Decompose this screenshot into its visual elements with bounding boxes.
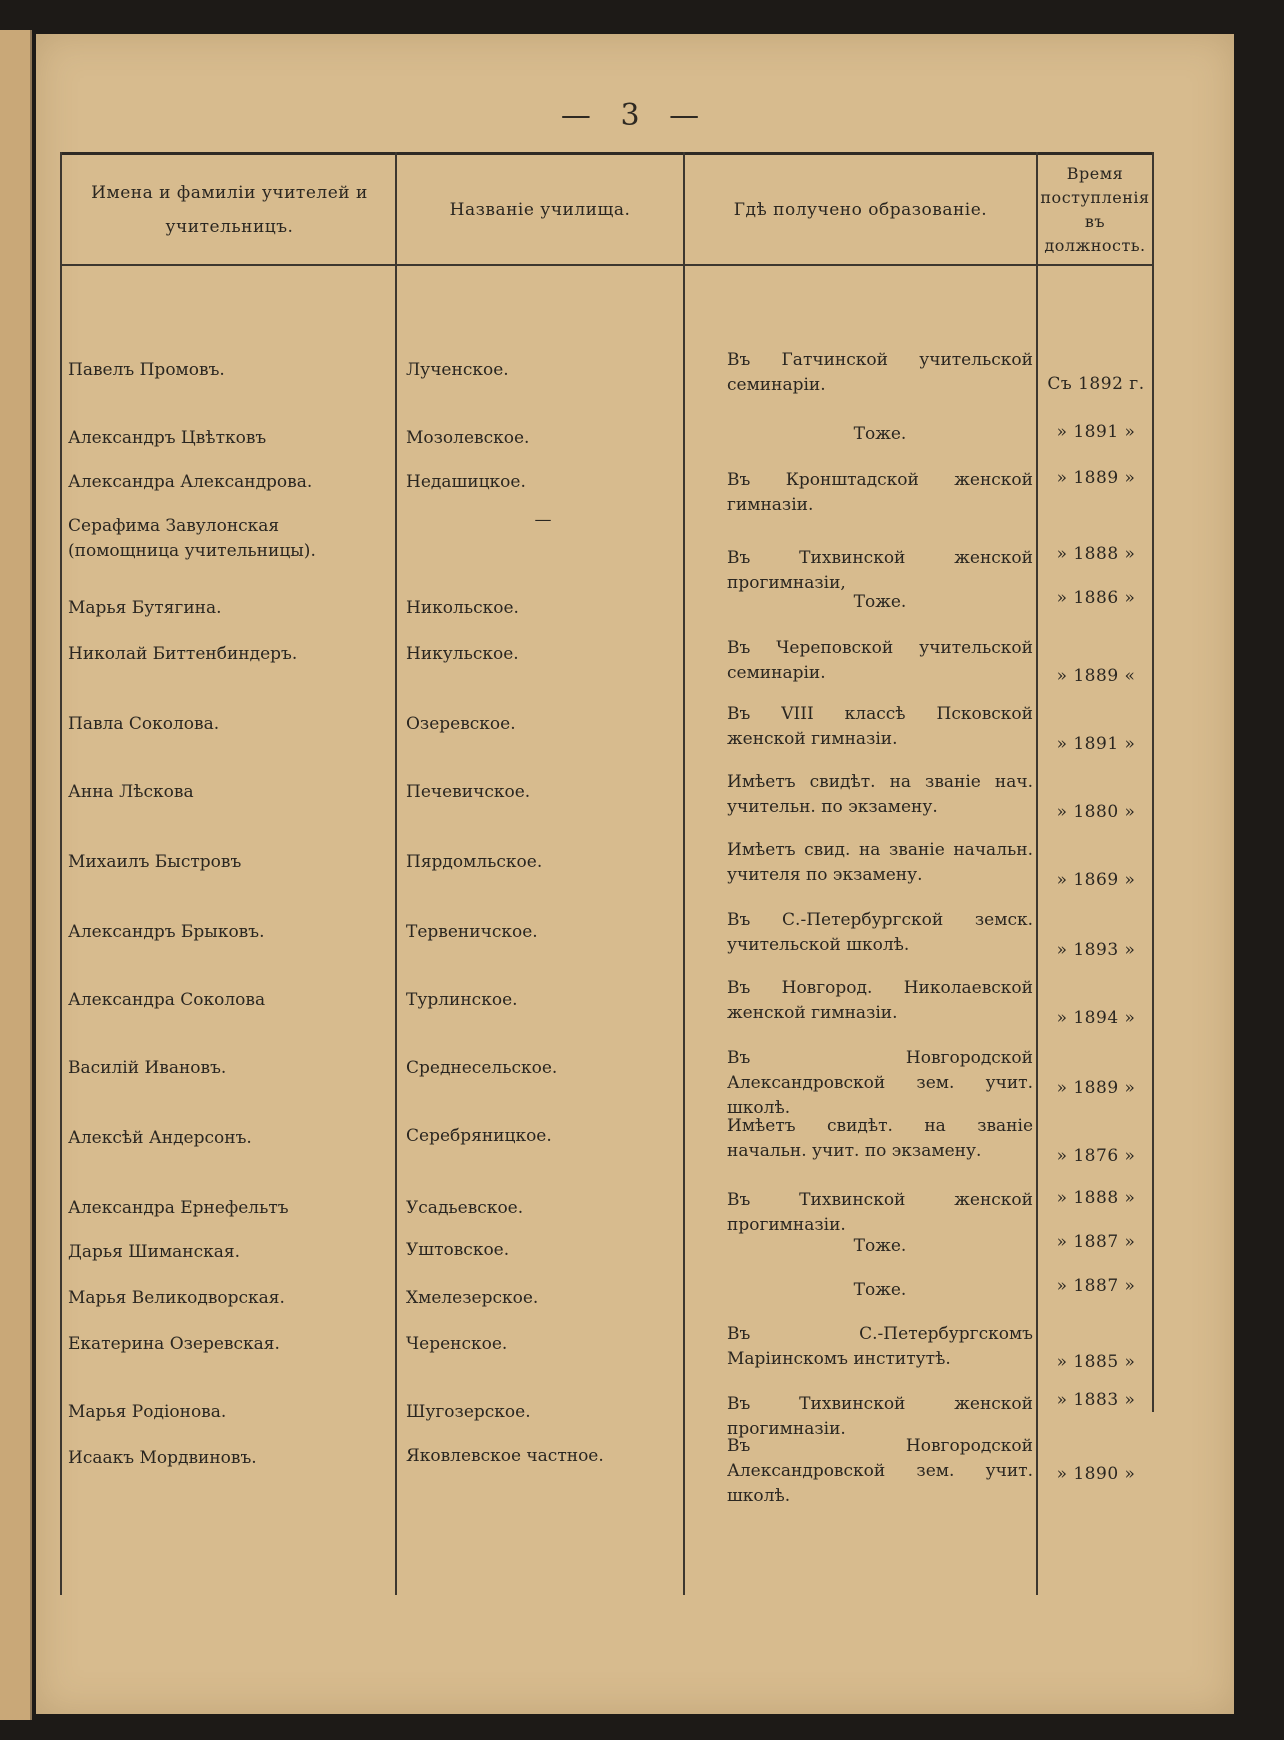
teacher-name: Михаилъ Быстровъ [68,852,242,872]
since-year: » 1886 » [1056,588,1136,608]
education-text: Въ Кронштадской женской гимназіи. [727,470,1033,515]
school-name: Никольское. [406,598,519,618]
teacher-name: Екатерина Озеревская. [68,1334,280,1354]
column-rule [60,152,62,1595]
school-name: Яковлевское частное. [406,1446,604,1466]
since-year: » 1888 » [1056,1188,1136,1208]
header-school: Названіе училища. [449,200,631,220]
header-teacher: Имена и фамиліи учителей и учительницъ. [91,183,368,237]
education-text: Въ Тихвинской женской прогимназіи. [727,1394,1033,1439]
teacher-name: Александръ Цвѣтковъ [68,428,267,448]
header-education: Гдѣ получено образованіе. [733,200,988,220]
since-year: » 1889 « [1056,666,1136,686]
document-page [36,34,1234,1714]
since-year: » 1887 » [1056,1276,1136,1296]
header-since: Время поступленія въ должность. [1040,164,1150,255]
school-name: Серебряницкое. [406,1126,552,1146]
education-text: Въ Тихвинской женской прогимназіи. [727,1190,1033,1235]
education-text: Въ Новгород. Николаевской женской гимназіи. [727,978,1033,1023]
school-name: Хмелезерское. [406,1288,539,1308]
education-text: Въ Череповской учительской семинаріи. [727,638,1033,683]
teacher-name: Александръ Брыковъ. [68,922,265,942]
education-text: Въ Тихвинской женской прогимназіи, [727,548,1033,593]
page-number: — 3 — [560,98,710,133]
empty-school-dash: — [534,510,552,530]
column-rule [683,152,685,1595]
teacher-name: Алексѣй Андерсонъ. [68,1128,252,1148]
previous-page-edge [0,30,32,1720]
teacher-name: Анна Лѣскова [68,782,194,802]
school-name: Печевичское. [406,782,531,802]
education-text: Тоже. [853,592,907,612]
teacher-name: Александра Александрова. [68,472,313,492]
school-name: Мозолевское. [406,428,530,448]
since-year: » 1893 » [1056,940,1136,960]
since-year: » 1869 » [1056,870,1136,890]
education-text: Въ С.-Петербургской земск. учительской школѣ. [727,910,1033,955]
school-name: Среднесельское. [406,1058,558,1078]
since-year: » 1887 » [1056,1232,1136,1252]
school-name: Шугозерское. [406,1402,531,1422]
since-year: » 1880 » [1056,802,1136,822]
since-year: Съ 1892 г. [1047,374,1145,394]
education-text: Имѣетъ свидѣт. на званіе нач. учительн. по экзамену. [727,772,1033,817]
education-text: Имѣетъ свид. на званіе начальн. учителя по экзамену. [727,840,1033,885]
teacher-name: Александра Ернефельтъ [68,1198,289,1218]
teacher-name: Марья Родіонова. [68,1402,227,1422]
school-name: Уштовское. [406,1240,510,1260]
since-year: » 1889 » [1056,468,1136,488]
education-text: Тоже. [853,1280,907,1300]
teacher-name: Марья Бутягина. [68,598,222,618]
since-year: » 1883 » [1056,1390,1136,1410]
school-name: Усадьевское. [406,1198,524,1218]
table-top-rule [60,152,1154,155]
column-rule [1152,152,1154,1412]
school-name: Лученское. [406,360,509,380]
school-name: Пярдомльское. [406,852,543,872]
education-text: Въ С.-Петербургскомъ Маріинскомъ институтѣ. [727,1324,1033,1369]
school-name: Турлинское. [406,990,518,1010]
education-text: Въ Новгородской Александровской зем. учит. школѣ. [727,1048,1033,1118]
since-year: » 1888 » [1056,544,1136,564]
teacher-name: Павла Соколова. [68,714,220,734]
teacher-name: Марья Великодворская. [68,1288,285,1308]
education-text: Тоже. [853,1236,907,1256]
column-rule [1036,152,1038,1595]
school-name: Черенское. [406,1334,508,1354]
school-name: Никульское. [406,644,519,664]
teacher-name: Серафима Завулонская (помощница учительницы). [68,516,316,561]
teacher-name: Исаакъ Мордвиновъ. [68,1448,257,1468]
education-text: Имѣетъ свидѣт. на званіе начальн. учит. по экзамену. [727,1116,1033,1161]
header-bottom-rule [60,264,1154,266]
since-year: » 1885 » [1056,1352,1136,1372]
education-text: Въ VIII классѣ Псковской женской гимназіи. [727,704,1033,749]
education-text: Въ Гатчинской учительской семинаріи. [727,350,1033,395]
teachers-table [60,152,1154,1595]
education-text: Тоже. [853,424,907,444]
school-name: Недашицкое. [406,472,526,492]
since-year: » 1891 » [1056,734,1136,754]
teacher-name: Александра Соколова [68,990,266,1010]
teacher-name: Павелъ Промовъ. [68,360,225,380]
column-rule [395,152,397,1595]
since-year: » 1891 » [1056,422,1136,442]
school-name [406,508,680,533]
since-year: » 1894 » [1056,1008,1136,1028]
education-text: Въ Новгородской Александровской зем. учит. школѣ. [727,1436,1033,1506]
since-year: » 1876 » [1056,1146,1136,1166]
since-year: » 1890 » [1056,1464,1136,1484]
school-name: Озеревское. [406,714,516,734]
since-year: » 1889 » [1056,1078,1136,1098]
teacher-name: Дарья Шиманская. [68,1242,241,1262]
teacher-name: Василій Ивановъ. [68,1058,227,1078]
teacher-name: Николай Биттенбиндеръ. [68,644,298,664]
school-name: Тервеничское. [406,922,538,942]
